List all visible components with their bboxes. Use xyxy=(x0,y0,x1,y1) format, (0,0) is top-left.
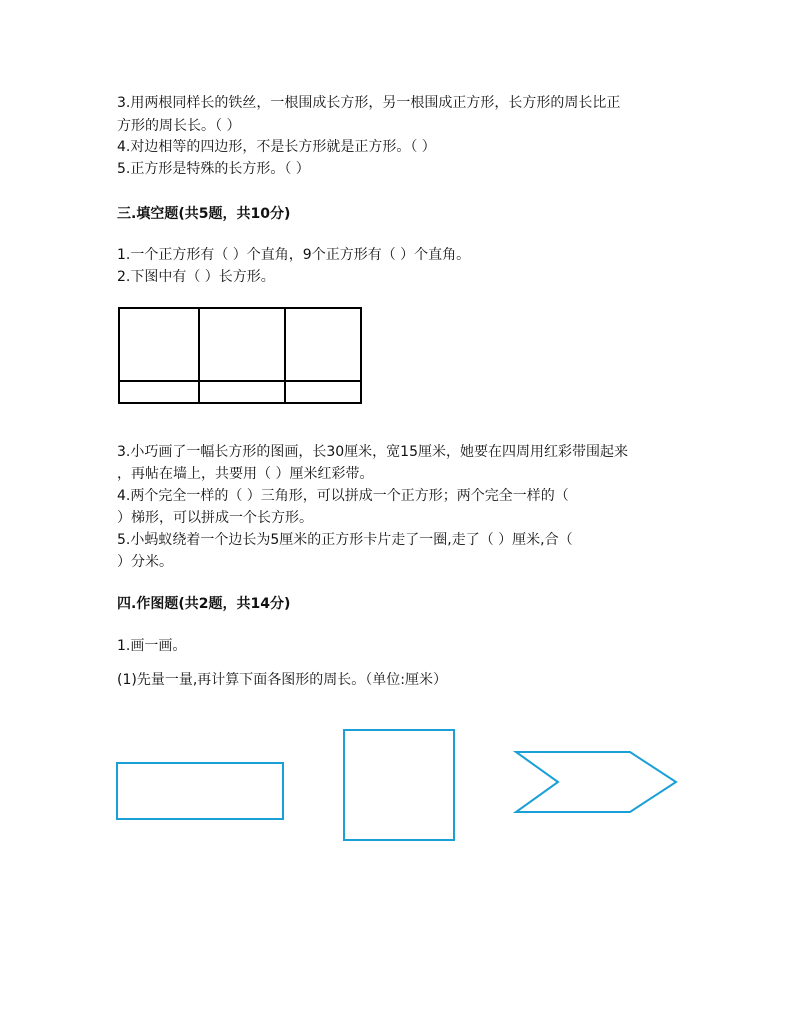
drawing-question-1: 1.画一画。 xyxy=(117,638,187,654)
question-4: 4.对边相等的四边形，不是长方形就是正方形。（ ） xyxy=(117,139,436,155)
fill-question-4-line-2: ）梯形，可以拼成一个长方形。 xyxy=(117,510,313,526)
fill-question-5-line-2: ）分米。 xyxy=(117,554,173,570)
blue-square-figure xyxy=(343,729,457,843)
fill-question-3-line-2: ，再帖在墙上，共要用（ ）厘米红彩带。 xyxy=(117,466,374,482)
fill-question-3-line-1: 3.小巧画了一幅长方形的图画，长30厘米，宽15厘米，她要在四周用红彩带围起来 xyxy=(117,444,628,460)
section-3-heading: 三.填空题(共5题，共10分) xyxy=(117,206,291,222)
fill-question-2: 2.下图中有（ ）长方形。 xyxy=(117,269,275,285)
rectangle-grid-figure xyxy=(118,307,364,405)
question-3-line-1: 3.用两根同样长的铁丝，一根围成长方形，另一根围成正方形，长方形的周长比正 xyxy=(117,95,621,111)
fill-question-1: 1.一个正方形有（ ）个直角，9个正方形有（ ）个直角。 xyxy=(117,247,471,263)
question-5: 5.正方形是特殊的长方形。（ ） xyxy=(117,161,310,177)
fill-question-5-line-1: 5.小蚂蚁绕着一个边长为5厘米的正方形卡片走了一圈,走了（ ）厘米,合（ xyxy=(117,532,573,548)
fill-question-4-line-1: 4.两个完全一样的（ ）三角形，可以拼成一个正方形；两个完全一样的（ xyxy=(117,488,569,504)
drawing-question-1-sub-1: (1)先量一量,再计算下面各图形的周长。（单位:厘米） xyxy=(117,672,447,688)
section-4-heading: 四.作图题(共2题，共14分) xyxy=(117,596,291,612)
blue-rectangle-figure xyxy=(116,762,286,822)
grid-outer-border xyxy=(119,308,361,403)
question-3-line-2: 方形的周长长。（ ） xyxy=(117,118,241,134)
blue-arrow-figure xyxy=(514,750,680,816)
